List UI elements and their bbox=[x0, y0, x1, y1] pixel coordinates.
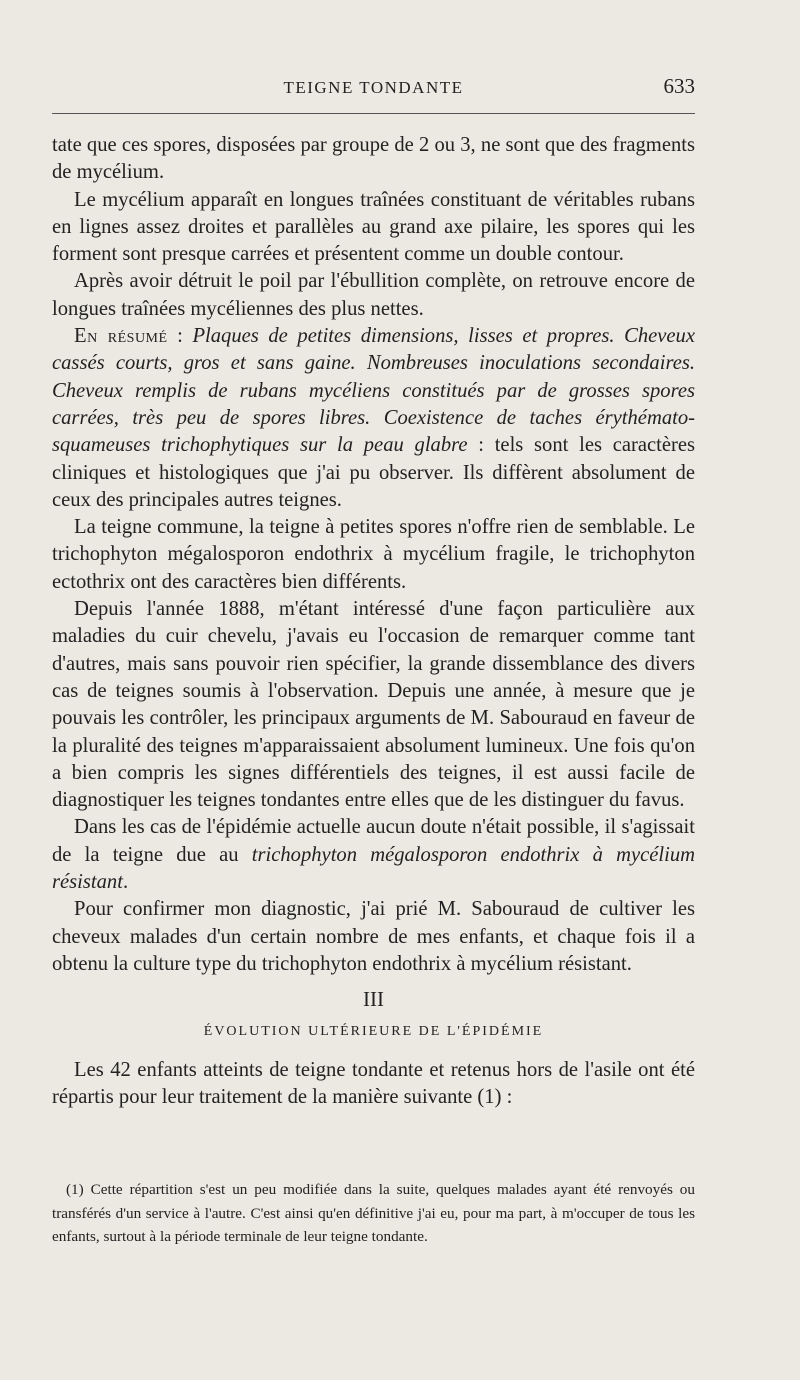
section-number: III bbox=[363, 987, 384, 1012]
footnote-text: (1) Cette répartition s'est un peu modifiée dans la suite, quelques malades ayant été renvoyés ou transférés d'un service à l'autre. C'est ainsi qu'en définitive j'ai eu, pour ma part, à m'occuper de tous les enfants, surtout à la période terminale de leur teigne tondante. bbox=[52, 1181, 695, 1245]
epidemic-end: . bbox=[122, 871, 129, 894]
page-header bbox=[52, 74, 695, 100]
resume-italic: Plaques de petites dimensions, lisses et propres. Cheveux cassés courts, gros et sans gaine. Nombreuses inoculations secondaires. Cheveux remplis de rubans mycéliens constitués par de grosses spores carrées, très peu de spores libres. Coexistence de taches érythémato-squameuses trichophytiques sur la peau glabre bbox=[52, 325, 695, 457]
resume-lead: En résumé bbox=[74, 325, 168, 348]
paragraph-since-1888: Depuis l'année 1888, m'étant intéressé d'une façon particulière aux maladies du cuir chevelu, j'avais eu l'occasion de remarquer comme tant d'autres, mais sans pouvoir rien spécifier, la grande dissemblance des divers cas de teignes soumis à l'observation. Depuis une année, à mesure que je pouvais les contrôler, les principaux arguments de M. Sabouraud en faveur de la pluralité des teignes m'apparaissaient absolument lumineux. Une fois qu'on a bien compris les signes différentiels des teignes, il est aussi facile de diagnostiquer les teignes tondantes entre elles que de les distinguer du favus. bbox=[52, 598, 695, 812]
paragraph-common-teigne: La teigne commune, la teigne à petites spores n'offre rien de semblable. Le trichophyton mégalosporon endothrix à mycélium fragile, le trichophyton ectothrix ont des caractères bien différents. bbox=[52, 516, 695, 593]
resume-colon: : bbox=[167, 325, 193, 348]
resume-rest: : tels sont les caractères cliniques et histologiques que j'ai pu observer. Ils diffèrent absolument de ceux des principales autres teignes. bbox=[52, 434, 695, 511]
page-number: 633 bbox=[663, 74, 695, 98]
paragraph-last: Les 42 enfants atteints de teigne tondante et retenus hors de l'asile ont été répartis pour leur traitement de la manière suivante (1) : bbox=[52, 1058, 695, 1109]
body-text bbox=[52, 132, 695, 1111]
paragraph-ebullition: Après avoir détruit le poil par l'ébullition complète, on retrouve encore de longues traînées mycéliennes des plus nettes. bbox=[52, 270, 695, 320]
epidemic-italic: trichophyton mégalosporon endothrix à mycélium résistant bbox=[52, 843, 695, 894]
paragraph-epidemic bbox=[52, 814, 695, 896]
paragraph-confirm: Pour confirmer mon diagnostic, j'ai prié M. Sabouraud de cultiver les cheveux malades d'un certain nombre de mes enfants, et chaque fois il a obtenu la culture type du trichophyton endothrix à mycélium résistant. bbox=[52, 898, 695, 975]
header-rule bbox=[52, 113, 695, 114]
section-title: ÉVOLUTION ULTÉRIEURE DE L'ÉPIDÉMIE bbox=[203, 1023, 544, 1039]
running-title: TEIGNE TONDANTE bbox=[283, 78, 464, 97]
epidemic-text: Dans les cas de l'épidémie actuelle aucun doute n'était possible, il s'agissait de la teigne due au bbox=[52, 816, 695, 866]
paragraph-mycelium: Le mycélium apparaît en longues traînées constituant de véritables rubans en lignes assez droites et parallèles au grand axe pilaire, les spores qui les forment sont presque carrées et présentent comme un double contour. bbox=[52, 188, 695, 266]
paragraph-resume bbox=[52, 323, 695, 514]
footnote bbox=[52, 1178, 695, 1249]
paragraph-continued: tate que ces spores, disposées par groupe de 2 ou 3, ne sont que des fragments de mycélium. bbox=[52, 134, 695, 184]
